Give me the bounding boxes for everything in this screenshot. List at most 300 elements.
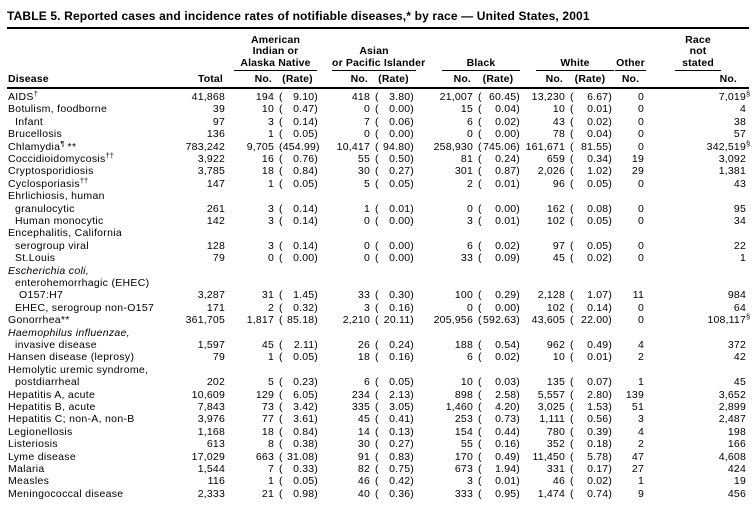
- total-cell: 783,242: [185, 140, 225, 153]
- table-row: [7, 289, 749, 301]
- rate-value: 0.24): [389, 339, 414, 352]
- group-header-black: [416, 30, 522, 71]
- white-rate-cell: [566, 153, 614, 165]
- table-row: [7, 364, 749, 376]
- race-not-stated-cell: [647, 116, 749, 128]
- open-paren: (: [279, 202, 283, 215]
- aian-rate-cell-value: [275, 302, 320, 314]
- rate-value: 0.02): [495, 351, 520, 364]
- open-paren: (: [478, 252, 482, 265]
- race-not-stated-cell: [647, 426, 749, 438]
- rate-value: 0.03): [495, 376, 520, 389]
- api-rate-cell-value: [371, 116, 416, 128]
- black-rate-cell-value: [474, 91, 522, 103]
- api-no-cell: 0: [363, 214, 370, 227]
- white-rate-cell-value: [566, 302, 614, 314]
- disease-name: Listeriosis: [8, 438, 58, 451]
- black-no-cell: 15: [460, 103, 473, 116]
- disease-name: Lyme disease: [8, 450, 76, 463]
- total-cell: 79: [212, 351, 225, 364]
- rate-value: 0.05): [587, 214, 613, 227]
- col-header-white-no: No.: [522, 71, 566, 88]
- api-rate-cell: [371, 178, 416, 190]
- rate-value: 0.00): [495, 202, 520, 215]
- black-no-cell: 154: [454, 425, 473, 438]
- rate-value: 0.05): [389, 177, 414, 190]
- other-no-cell: 0: [637, 239, 645, 252]
- rate-value: 0.06): [389, 115, 414, 128]
- other-no-cell: 4: [637, 425, 645, 438]
- rate-value: 0.29): [495, 289, 520, 302]
- open-paren: (: [375, 301, 379, 314]
- white-rate-cell: [566, 475, 614, 487]
- open-paren: (: [570, 401, 574, 414]
- white-rate-cell-value: [566, 413, 614, 425]
- rate-value: 0.13): [389, 425, 414, 438]
- black-rate-cell: [474, 116, 522, 128]
- black-rate-cell: [474, 339, 522, 351]
- footnote-suffix: **: [60, 314, 70, 327]
- race-not-stated-cell: [647, 277, 749, 289]
- other-no-cell: 0: [637, 252, 645, 265]
- other-no-cell: 0: [637, 177, 645, 190]
- rate-value: 0.05): [389, 376, 414, 389]
- black-no-cell: 0: [466, 128, 473, 141]
- black-no-cell: 188: [454, 339, 473, 352]
- rate-value: 85.18): [287, 314, 318, 327]
- race-not-stated-cell: [647, 302, 749, 314]
- total-cell: 116: [207, 475, 225, 488]
- other-no-cell: 29: [631, 165, 645, 178]
- other-no-cell: [614, 277, 647, 289]
- rate-value: 0.05): [293, 351, 318, 364]
- race-not-stated-value: 43: [733, 177, 747, 190]
- aian-no-cell: [226, 364, 275, 376]
- total-cell: 171: [206, 301, 225, 314]
- total-cell: 202: [206, 376, 225, 389]
- aian-rate-cell: [275, 128, 320, 140]
- open-paren: (: [375, 475, 379, 488]
- black-no-cell: 33: [460, 252, 473, 265]
- api-rate-cell: [371, 240, 416, 252]
- disease-name: postdiarrheal: [15, 376, 80, 389]
- black-rate-cell-value: [474, 351, 522, 363]
- group-header-label-race-not-stated: Race not stated: [675, 35, 721, 71]
- rate-value: 0.05): [293, 177, 318, 190]
- api-no-cell: [320, 190, 371, 202]
- rate-value: 1.94): [495, 463, 520, 476]
- disease-name: EHEC, serogroup non-O157: [15, 301, 155, 314]
- rate-value: 2.11): [293, 339, 318, 352]
- white-no-cell: [522, 265, 566, 277]
- api-rate-cell: [371, 116, 416, 128]
- disease-name-cell: [7, 364, 177, 376]
- rate-value: 0.01): [587, 103, 613, 116]
- disease-name: Encephalitis, California: [8, 227, 123, 240]
- open-paren: (: [375, 425, 379, 438]
- col-header-asian-pacific-islander-rate: (Rate): [371, 71, 416, 88]
- aian-no-cell: 129: [255, 388, 274, 401]
- aian-no-cell: 2: [267, 301, 274, 314]
- rate-value: 3.42): [293, 401, 318, 414]
- race-not-stated-cell: [647, 339, 749, 351]
- black-rate-cell: [474, 401, 522, 413]
- total-cell: 3,922: [197, 152, 225, 165]
- api-no-cell: [320, 227, 371, 239]
- aian-rate-cell: [275, 265, 320, 277]
- api-rate-cell-value: [371, 413, 416, 425]
- open-paren: (: [478, 289, 482, 302]
- open-paren: (: [478, 202, 482, 215]
- open-paren: (: [279, 425, 283, 438]
- rate-value: 3.80): [389, 90, 414, 103]
- table-row: [7, 426, 749, 438]
- other-no-cell: 0: [637, 115, 645, 128]
- disease-name-cell: [7, 438, 177, 450]
- race-not-stated-cell: [647, 252, 749, 264]
- aian-rate-cell-value: [275, 203, 320, 215]
- api-rate-cell: [371, 252, 416, 264]
- disease-name: Botulism, foodborne: [8, 103, 108, 116]
- api-rate-cell-value: [371, 401, 416, 413]
- white-no-cell: 10: [552, 351, 565, 364]
- open-paren: (: [570, 438, 574, 451]
- white-no-cell: 162: [546, 202, 565, 215]
- total-cell: 10,609: [191, 388, 225, 401]
- aian-rate-cell: [275, 302, 320, 314]
- total-cell: 17,029: [191, 450, 225, 463]
- rate-value: 0.01): [495, 475, 520, 488]
- aian-no-cell: 45: [261, 339, 274, 352]
- disease-name: O157:H7: [19, 289, 64, 302]
- white-no-cell: [522, 190, 566, 202]
- white-rate-cell-value: [566, 165, 614, 177]
- api-rate-cell: [371, 364, 416, 376]
- race-not-stated-value: 38: [733, 115, 747, 128]
- rate-value: 0.38): [293, 438, 318, 451]
- rate-value: 0.98): [293, 487, 318, 500]
- aian-no-cell: 663: [255, 450, 274, 463]
- api-rate-cell-value: [371, 128, 416, 140]
- disease-name-cell: [7, 426, 177, 438]
- aian-rate-cell: [275, 389, 320, 401]
- api-rate-cell: [371, 314, 416, 326]
- aian-rate-cell: [275, 289, 320, 301]
- black-rate-cell-value: [474, 128, 522, 140]
- race-not-stated-cell: [647, 475, 749, 487]
- race-not-stated-cell: [647, 203, 749, 215]
- open-paren: (: [478, 314, 482, 327]
- other-no-cell: 3: [637, 413, 645, 426]
- open-paren: (: [279, 239, 283, 252]
- race-not-stated-value: 4,608: [718, 450, 747, 463]
- disease-name-cell: [7, 463, 177, 475]
- rate-value: 0.00): [293, 252, 318, 265]
- other-no-cell: 0: [637, 214, 645, 227]
- race-not-stated-value: 424: [727, 463, 747, 476]
- col-header-black-rate: (Rate): [474, 71, 522, 88]
- black-no-cell: 170: [454, 450, 473, 463]
- rate-value: 1.45): [293, 289, 318, 302]
- aian-no-cell: 1,817: [246, 314, 274, 327]
- rate-value: 0.00): [389, 252, 414, 265]
- race-not-stated-cell: [647, 215, 749, 227]
- white-rate-cell-value: [566, 339, 614, 351]
- api-rate-cell-value: [371, 314, 416, 326]
- api-rate-cell: [371, 475, 416, 487]
- aian-rate-cell-value: [275, 339, 320, 351]
- race-not-stated-value: 2,487: [718, 413, 747, 426]
- aian-no-cell: 10: [261, 103, 274, 116]
- rate-value: 0.49): [587, 339, 613, 352]
- open-paren: (: [279, 401, 283, 414]
- open-paren: (: [375, 90, 379, 103]
- white-rate-cell: [566, 165, 614, 177]
- total-cell: 97: [212, 115, 225, 128]
- rate-value: 0.34): [587, 152, 613, 165]
- open-paren: (: [478, 214, 482, 227]
- api-rate-cell-value: [371, 289, 416, 301]
- open-paren: (: [570, 475, 574, 488]
- aian-rate-cell-value: [275, 376, 320, 388]
- race-not-stated-cell: [647, 265, 749, 277]
- black-rate-cell-value: [474, 165, 522, 177]
- total-cell: 3,785: [197, 165, 225, 178]
- rate-value: 0.84): [293, 165, 318, 178]
- rate-value: 0.39): [587, 425, 613, 438]
- rate-value: 0.87): [495, 165, 520, 178]
- white-rate-cell: [566, 116, 614, 128]
- race-not-stated-value: 3,652: [718, 388, 747, 401]
- open-paren: (: [375, 177, 379, 190]
- open-paren: (: [279, 214, 283, 227]
- disease-name-cell: [7, 175, 177, 190]
- api-no-cell: 14: [357, 425, 370, 438]
- api-rate-cell-value: [371, 426, 416, 438]
- open-paren: (: [279, 475, 283, 488]
- total-cell: 2,333: [197, 487, 225, 500]
- disease-name: enterohemorrhagic (EHEC): [15, 276, 150, 289]
- black-rate-cell: [474, 103, 522, 115]
- black-no-cell: 673: [454, 463, 473, 476]
- white-rate-cell: [566, 339, 614, 351]
- api-rate-cell-value: [371, 376, 416, 388]
- rate-value: 0.17): [587, 463, 613, 476]
- aian-rate-cell: [275, 327, 320, 339]
- other-no-cell: 4: [637, 339, 645, 352]
- rate-value: 0.00): [495, 128, 520, 141]
- race-not-stated-cell: [647, 240, 749, 252]
- table-row: [7, 203, 749, 215]
- open-paren: (: [279, 140, 283, 153]
- rate-value: 0.01): [495, 214, 520, 227]
- white-rate-cell: [566, 190, 614, 202]
- other-no-cell: 9: [637, 487, 645, 500]
- open-paren: (: [570, 103, 574, 116]
- black-no-cell: 55: [460, 438, 473, 451]
- black-rate-cell: [474, 190, 522, 202]
- black-rate-cell: [474, 426, 522, 438]
- other-no-cell: [614, 364, 647, 376]
- black-rate-cell: [474, 178, 522, 190]
- white-rate-cell: [566, 252, 614, 264]
- disease-name-cell: [7, 103, 177, 115]
- other-no-cell: 19: [631, 152, 645, 165]
- aian-no-cell: 0: [267, 252, 274, 265]
- open-paren: (: [279, 450, 283, 463]
- api-no-cell: 46: [357, 475, 370, 488]
- aian-rate-cell-value: [275, 128, 320, 140]
- aian-no-cell: 3: [267, 214, 274, 227]
- disease-name-cell: [7, 190, 177, 202]
- total-cell: 3,287: [197, 289, 225, 302]
- open-paren: (: [570, 115, 574, 128]
- rate-value: 0.01): [389, 202, 414, 215]
- aian-rate-cell-value: [275, 413, 320, 425]
- api-rate-cell-value: [371, 302, 416, 314]
- white-rate-cell: [566, 364, 614, 376]
- white-no-cell: 46: [552, 475, 565, 488]
- race-not-stated-cell: [647, 289, 749, 301]
- footnote-marker: ††: [79, 175, 89, 185]
- open-paren: (: [279, 339, 283, 352]
- disease-name-cell: [7, 327, 177, 339]
- disease-name: Coccidioidomycosis: [8, 152, 106, 165]
- api-rate-cell: [371, 426, 416, 438]
- black-rate-cell-value: [474, 116, 522, 128]
- white-no-cell: 962: [546, 339, 565, 352]
- total-cell: [177, 364, 226, 376]
- white-rate-cell: [566, 289, 614, 301]
- aian-no-cell: 5: [267, 376, 274, 389]
- rate-value: 0.02): [587, 475, 613, 488]
- open-paren: (: [570, 128, 574, 141]
- disease-name: Measles: [8, 475, 50, 488]
- race-not-stated-value: 45: [733, 376, 747, 389]
- total-cell: 41,868: [191, 90, 225, 103]
- table-header: [7, 30, 749, 88]
- rate-value: 0.16): [389, 301, 414, 314]
- white-no-cell: 161,671: [525, 140, 565, 153]
- aian-no-cell: [226, 227, 275, 239]
- rate-value: 0.14): [587, 301, 613, 314]
- aian-rate-cell-value: [275, 141, 320, 153]
- table-row: [7, 438, 749, 450]
- aian-rate-cell-value: [275, 488, 320, 500]
- rate-value: 0.04): [495, 103, 520, 116]
- black-rate-cell: [474, 302, 522, 314]
- total-cell: 3,976: [197, 413, 225, 426]
- rate-value: 0.23): [293, 376, 318, 389]
- open-paren: (: [570, 376, 574, 389]
- rate-value: 1.07): [587, 289, 613, 302]
- aian-rate-cell: [275, 351, 320, 363]
- sub-header-row: [7, 71, 749, 88]
- aian-no-cell: 31: [261, 289, 274, 302]
- white-no-cell: 11,450: [532, 450, 565, 463]
- aian-rate-cell: [275, 413, 320, 425]
- api-rate-cell: [371, 376, 416, 388]
- api-no-cell: 30: [357, 165, 370, 178]
- aian-rate-cell: [275, 141, 320, 153]
- api-rate-cell: [371, 153, 416, 165]
- open-paren: (: [570, 463, 574, 476]
- white-rate-cell-value: [566, 240, 614, 252]
- total-cell: 128: [206, 239, 225, 252]
- total-cell: 136: [206, 128, 225, 141]
- api-no-cell: 335: [351, 401, 370, 414]
- aian-rate-cell-value: [275, 215, 320, 227]
- api-no-cell: 18: [357, 351, 370, 364]
- race-not-stated-cell: [647, 413, 749, 425]
- rate-value: 20.11): [383, 314, 414, 327]
- race-not-stated-cell: [647, 451, 749, 463]
- white-rate-cell-value: [566, 451, 614, 463]
- black-rate-cell-value: [474, 153, 522, 165]
- black-rate-cell-value: [474, 463, 522, 475]
- black-no-cell: 2: [466, 177, 473, 190]
- black-rate-cell: [474, 475, 522, 487]
- other-no-cell: 0: [637, 301, 645, 314]
- black-rate-cell-value: [474, 289, 522, 301]
- footnote-marker: †: [33, 88, 38, 98]
- black-rate-cell: [474, 438, 522, 450]
- open-paren: (: [570, 239, 574, 252]
- race-not-stated-cell: [647, 438, 749, 450]
- group-header-race-not-stated: [647, 30, 749, 71]
- disease-name: Human monocytic: [15, 214, 104, 227]
- aian-rate-cell-value: [275, 103, 320, 115]
- black-no-cell: 10: [460, 376, 473, 389]
- disease-name: Hansen disease (leprosy): [8, 351, 135, 364]
- aian-no-cell: 18: [261, 165, 274, 178]
- total-cell: [177, 190, 226, 202]
- aian-no-cell: 1: [267, 475, 274, 488]
- group-header-asian-pacific-islander: [320, 30, 426, 71]
- aian-no-cell: 3: [267, 202, 274, 215]
- open-paren: (: [478, 115, 482, 128]
- table-row: [7, 488, 749, 500]
- open-paren: (: [570, 450, 574, 463]
- aian-rate-cell: [275, 451, 320, 463]
- rate-value: 592.63): [482, 314, 520, 327]
- rate-value: 0.76): [293, 152, 318, 165]
- race-not-stated-value: 95: [733, 202, 747, 215]
- open-paren: (: [375, 463, 379, 476]
- open-paren: (: [478, 388, 482, 401]
- white-rate-cell: [566, 463, 614, 475]
- aian-rate-cell-value: [275, 116, 320, 128]
- open-paren: (: [375, 214, 379, 227]
- black-rate-cell-value: [474, 451, 522, 463]
- rate-value: 0.00): [389, 214, 414, 227]
- disease-name-cell: [7, 451, 177, 463]
- other-no-cell: 0: [637, 140, 645, 153]
- table-row: [7, 277, 749, 289]
- black-no-cell: 898: [454, 388, 473, 401]
- rate-value: 3.61): [293, 413, 318, 426]
- rate-value: 2.80): [587, 388, 613, 401]
- api-rate-cell-value: [371, 153, 416, 165]
- api-no-cell: [320, 364, 371, 376]
- disease-name: serogroup viral: [15, 239, 89, 252]
- api-no-cell: [320, 327, 371, 339]
- aian-rate-cell: [275, 190, 320, 202]
- white-rate-cell-value: [566, 103, 614, 115]
- disease-name: Gonorrhea: [8, 314, 61, 327]
- col-header-disease: Disease: [7, 71, 177, 88]
- race-not-stated-cell: [647, 103, 749, 115]
